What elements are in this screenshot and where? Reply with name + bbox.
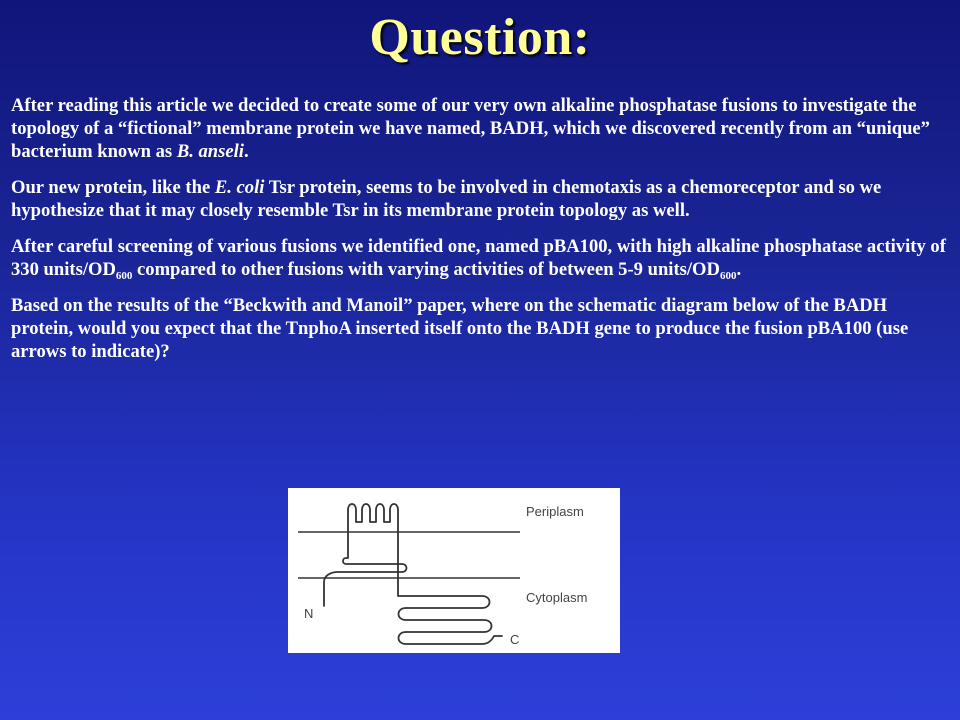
species-name-e-coli: E. coli: [214, 177, 265, 198]
c-terminus-label: C: [510, 632, 520, 647]
protein-chain: [324, 504, 502, 644]
paragraph-4: Based on the results of the “Beckwith and Manoil” paper, where on the schematic diagram below of the BADH protein, would you expect that the TnphoA inserted itself onto the BADH gene to produce the fusion pBA100 (use arrows to indicate)?: [11, 295, 909, 362]
paragraph-1: After reading this article we decided to create some of our very own alkaline phosphatase fusions to investigate the topology of a “fictional” membrane protein we have named, BADH, which we discovered recently from an “unique” bacterium known as B. anseli.: [11, 95, 930, 162]
slide-title: Question:: [369, 9, 591, 66]
question-body: [11, 94, 946, 376]
paragraph-2: Our new protein, like the E. coli Tsr protein, seems to be involved in chemotaxis as a chemoreceptor and so we hypothesize that it may closely resemble Tsr in its membrane protein topology as well.: [11, 177, 882, 221]
paragraph-3: After careful screening of various fusions we identified one, named pBA100, with high alkaline phosphatase activity of 330 units/$OD_{600}$ compared to other fusions with varying activities of between 5-9 units/$OD_{600}$.: [11, 236, 946, 282]
n-terminus-label: N: [304, 606, 314, 621]
periplasm-label: Periplasm: [526, 504, 584, 519]
badh-topology-diagram: [288, 488, 620, 653]
topology-svg: [288, 488, 620, 653]
cytoplasm-label: Cytoplasm: [526, 590, 588, 605]
species-name-b-anseli: B. anseli: [176, 141, 244, 162]
